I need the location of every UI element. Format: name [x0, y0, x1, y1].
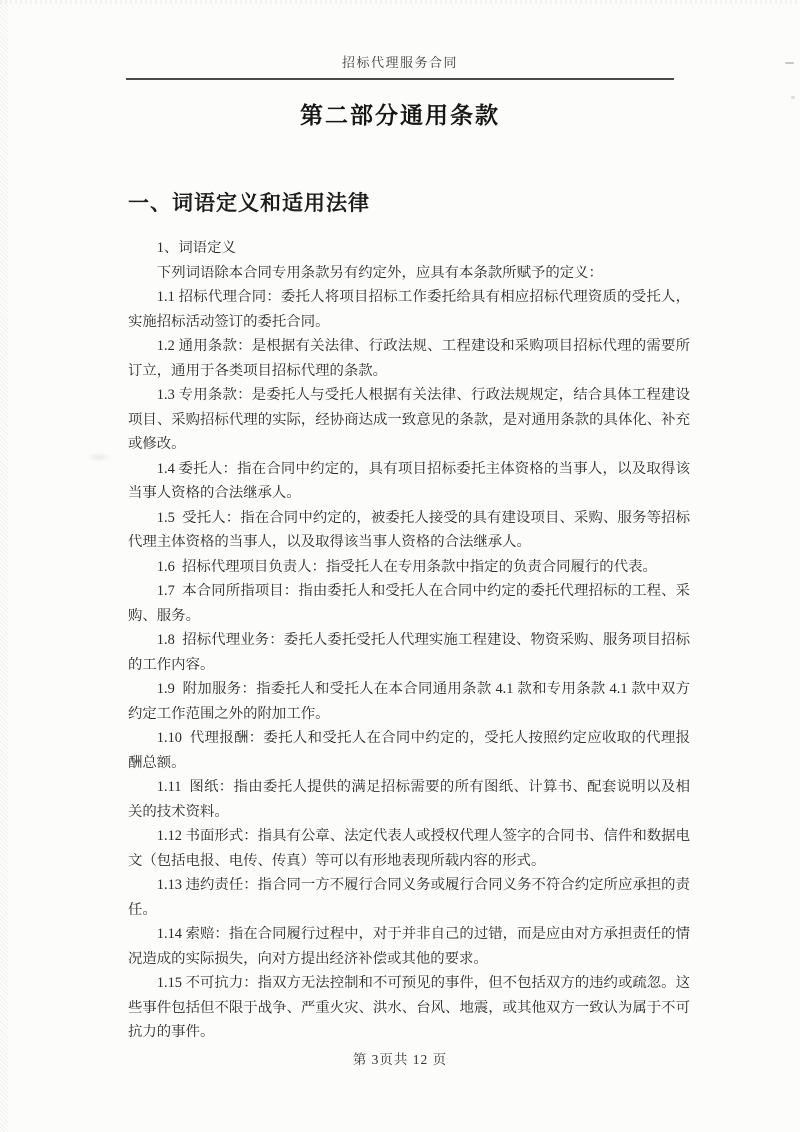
page-number-footer: 第 3页共 12 页	[352, 1052, 448, 1067]
clause-1-2: 1.2 通用条款：是根据有关法律、行政法规、工程建设和采购项目招标代理的需要所订立，通用于各类项目招标代理的条款。	[128, 338, 690, 379]
clause-1-5: 1.5 受托人：指在合同中约定的，被委托人接受的具有建设项目、采购、服务等招标代理主体资格的当事人，以及取得该当事人资格的合法继承人。	[128, 509, 690, 550]
clause-1-1: 1.1 招标代理合同：委托人将项目招标工作委托给具有相应招标代理资质的受托人，实施招标活动签订的委托合同。	[128, 289, 690, 330]
contract-body	[128, 236, 690, 1045]
clause-1-4: 1.4 委托人：指在合同中约定的，具有项目招标委托主体资格的当事人，以及取得该当事人资格的合法继承人。	[128, 460, 690, 501]
clause-1-13: 1.13 违约责任：指合同一方不履行合同义务或履行合同义务不符合约定所应承担的责任。	[128, 877, 690, 918]
clause-1-15: 1.15 不可抗力：指双方无法控制和不可预见的事件，但不包括双方的违约或疏忽。这些事件包括但不限于战争、严重火灾、洪水、台风、地震，或其他双方一致认为属于不可抗力的事件。	[128, 975, 690, 1040]
scan-artifact-speck	[785, 62, 794, 64]
clause-1-3: 1.3 专用条款：是委托人与受托人根据有关法律、行政法规规定，结合具体工程建设项目、采购招标代理的实际，经协商达成一致意见的条款，是对通用条款的具体化、补充或修改。	[128, 387, 690, 452]
clause-1-9: 1.9 附加服务：指委托人和受托人在本合同通用条款 4.1 款和专用条款 4.1 款中双方约定工作范围之外的附加工作。	[128, 681, 690, 722]
clause-1-6: 1.6 招标代理项目负责人：指受托人在专用条款中指定的负责合同履行的代表。	[156, 558, 657, 575]
clause-1-10: 1.10 代理报酬：委托人和受托人在合同中约定的，受托人按照约定应收取的代理报酬总额。	[128, 730, 690, 771]
section-heading: 一、词语定义和适用法律	[128, 191, 370, 215]
scan-edge-noise-left	[0, 0, 8, 1132]
header-rule	[126, 78, 674, 80]
running-header-title: 招标代理服务合同	[341, 55, 458, 70]
document-title: 第二部分通用条款	[300, 103, 500, 129]
definitions-subheading: 1、词语定义	[156, 240, 236, 256]
clause-1-11: 1.11 图纸：指由委托人提供的满足招标需要的所有图纸、计算书、配套说明以及相关的技术资料。	[128, 779, 690, 820]
clause-1-12: 1.12 书面形式：指具有公章、法定代表人或授权代理人签字的合同书、信件和数据电文（包括电报、电传、传真）等可以有形地表现所载内容的形式。	[128, 828, 690, 869]
clause-1-8: 1.8 招标代理业务：委托人委托受托人代理实施工程建设、物资采购、服务项目招标的工作内容。	[128, 632, 690, 673]
scan-artifact-smudge	[86, 452, 112, 462]
clause-1-14: 1.14 索赔：指在合同履行过程中，对于并非自己的过错，而是应由对方承担责任的情况造成的实际损失，向对方提出经济补偿或其他的要求。	[128, 926, 690, 967]
scan-artifact-speck	[791, 96, 795, 99]
definitions-preamble: 下列词语除本合同专用条款另有约定外，应具有本条款所赋予的定义：	[156, 264, 603, 281]
clause-1-7: 1.7 本合同所指项目：指由委托人和受托人在合同中约定的委托代理招标的工程、采购、服务。	[128, 583, 690, 624]
